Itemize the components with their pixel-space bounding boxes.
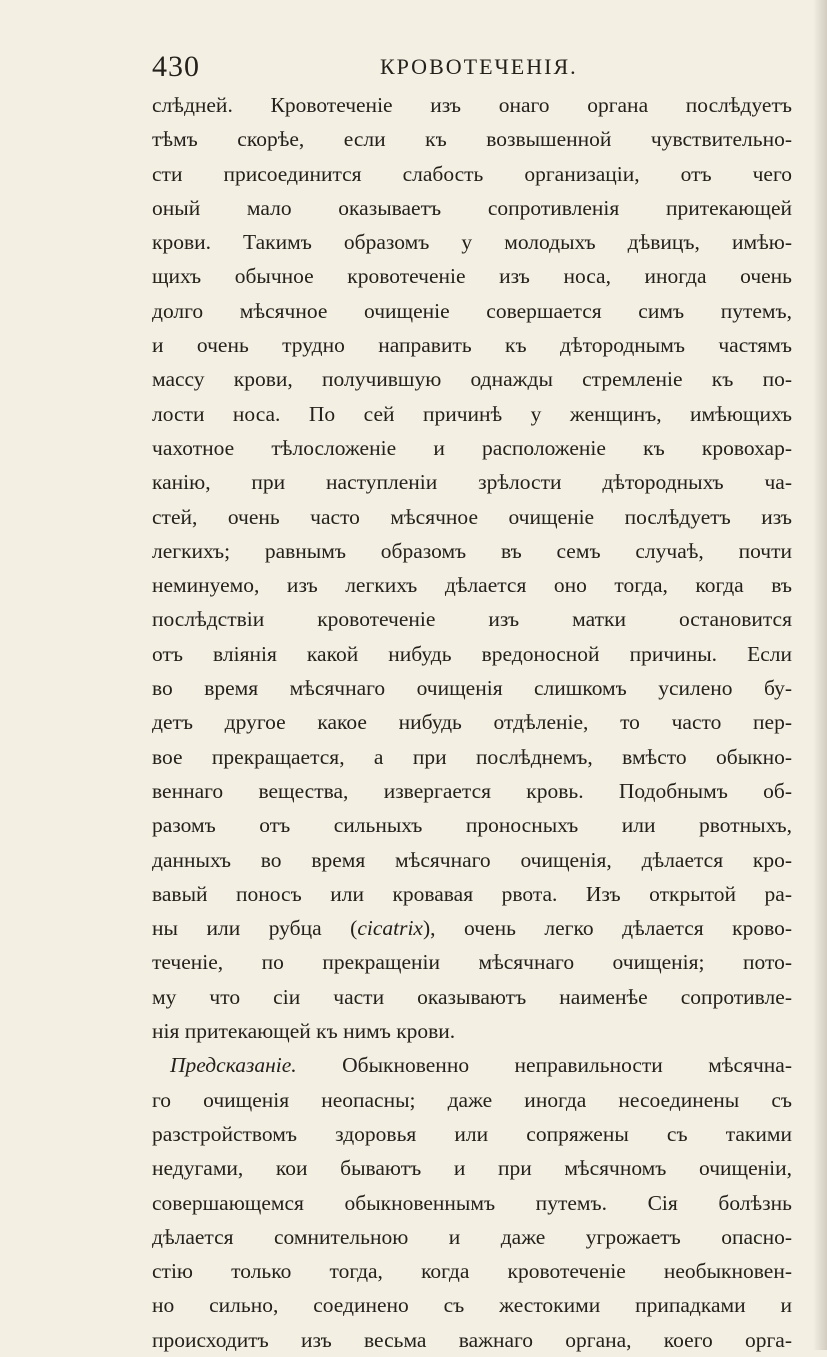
text-line [152, 740, 792, 774]
text-segment: лости носа. По сей причинѣ у женщинъ, имѣющихъ [152, 401, 792, 426]
text-line [152, 1048, 792, 1082]
text-line [152, 1254, 792, 1288]
italic-text-segment: Предсказаніе. [170, 1053, 297, 1078]
text-line [152, 88, 792, 122]
text-line [152, 980, 792, 1014]
text-line [152, 191, 792, 225]
text-segment: разомъ отъ сильныхъ проносныхъ или рвотныхъ, [152, 813, 792, 838]
text-line [152, 259, 792, 293]
text-line [152, 534, 792, 568]
text-line [152, 1151, 792, 1185]
text-segment: долго мѣсячное очищеніе совершается симъ путемъ, [152, 298, 792, 323]
text-segment: ны или рубца ( [152, 916, 358, 941]
text-line [152, 808, 792, 842]
text-segment: во время мѣсячнаго очищенія слишкомъ усилено бу- [152, 676, 792, 701]
text-segment: разстройствомъ здоровья или сопряжены съ такими [152, 1121, 792, 1146]
text-line [152, 157, 792, 191]
text-segment: недугами, кои бываютъ и при мѣсячномъ очищеніи, [152, 1156, 792, 1181]
text-segment: и очень трудно направить къ дѣтороднымъ частямъ [152, 333, 792, 358]
text-segment: массу крови, получившую однажды стремленіе къ по- [152, 367, 792, 392]
text-line [152, 877, 792, 911]
text-line [152, 911, 792, 945]
text-segment: стей, очень часто мѣсячное очищеніе послѣдуетъ изъ [152, 504, 792, 529]
text-segment: вавый поносъ или кровавая рвота. Изъ открытой ра- [152, 881, 792, 906]
text-line [152, 945, 792, 979]
text-segment: нія притекающей къ нимъ крови. [152, 1019, 456, 1044]
text-line [152, 1014, 792, 1048]
text-segment: дѣлается сомнительною и даже угрожаетъ опасно- [152, 1224, 792, 1249]
text-segment: тѣмъ скорѣе, если къ возвышенной чувствительно- [152, 127, 792, 152]
text-line [152, 1288, 792, 1322]
text-segment: сти присоединится слабость организаціи, отъ чего [152, 161, 792, 186]
text-line [152, 328, 792, 362]
text-line [152, 1186, 792, 1220]
text-line [152, 1220, 792, 1254]
text-segment: ), очень легко дѣлается крово- [422, 916, 792, 941]
text-line [152, 500, 792, 534]
running-title: КРОВОТЕЧЕНІЯ. [380, 54, 578, 79]
text-segment: му что сіи части оказываютъ наименѣе сопротивле- [152, 984, 792, 1009]
page-header [152, 50, 582, 90]
text-segment: отъ вліянія какой нибудь вредоносной причины. Если [152, 641, 792, 666]
text-segment: совершающемся обыкновеннымъ путемъ. Сія болѣзнь [152, 1190, 792, 1215]
text-segment: щихъ обычное кровотеченіе изъ носа, иногда очень [152, 264, 792, 289]
text-line [152, 1083, 792, 1117]
text-line [152, 1323, 792, 1357]
text-segment: легкихъ; равнымъ образомъ въ семъ случаѣ, почти [152, 538, 792, 563]
text-segment: го очищенія неопасны; даже иногда несоединены съ [152, 1087, 792, 1112]
text-segment: но сильно, соединено съ жестокими припадками и [152, 1293, 792, 1318]
text-line [152, 843, 792, 877]
text-line [152, 122, 792, 156]
text-line [152, 568, 792, 602]
text-line [152, 671, 792, 705]
text-line [152, 397, 792, 431]
text-segment: происходитъ изъ весьма важнаго органа, коего орга- [152, 1327, 792, 1352]
text-segment: детъ другое какое нибудь отдѣленіе, то часто пер- [152, 710, 792, 735]
text-segment: чахотное тѣлосложеніе и расположеніе къ кровохар- [152, 435, 792, 460]
text-segment: Обыкновенно неправильности мѣсячна- [296, 1053, 792, 1078]
text-line [152, 294, 792, 328]
text-line [152, 431, 792, 465]
text-line [152, 465, 792, 499]
body-text [152, 88, 792, 1357]
text-segment: стію только тогда, когда кровотеченіе необыкновен- [152, 1259, 792, 1284]
text-segment: вое прекращается, а при послѣднемъ, вмѣсто обыкно- [152, 744, 792, 769]
text-line [152, 774, 792, 808]
text-line [152, 637, 792, 671]
text-segment: данныхъ во время мѣсячнаго очищенія, дѣлается кро- [152, 847, 792, 872]
text-segment: теченіе, по прекращеніи мѣсячнаго очищенія; пото- [152, 950, 792, 975]
page-number: 430 [152, 50, 200, 83]
page-edge-shadow [813, 0, 827, 1350]
text-line [152, 225, 792, 259]
text-segment: канію, при наступленіи зрѣлости дѣтородныхъ ча- [152, 470, 792, 495]
text-line [152, 705, 792, 739]
text-segment: оный мало оказываетъ сопротивленія притекающей [152, 195, 792, 220]
text-line [152, 362, 792, 396]
text-segment: веннаго вещества, извергается кровь. Подобнымъ об- [152, 778, 792, 803]
italic-text-segment: cicatrix [357, 916, 423, 941]
text-segment: крови. Такимъ образомъ у молодыхъ дѣвицъ, имѣю- [152, 230, 792, 255]
text-line [152, 1117, 792, 1151]
text-segment: неминуемо, изъ легкихъ дѣлается оно тогда, когда въ [152, 573, 792, 598]
text-line [152, 602, 792, 636]
text-segment: слѣдней. Кровотеченіе изъ онаго органа послѣдуетъ [152, 93, 792, 117]
text-segment: послѣдствіи кровотеченіе изъ матки остановится [152, 607, 792, 632]
